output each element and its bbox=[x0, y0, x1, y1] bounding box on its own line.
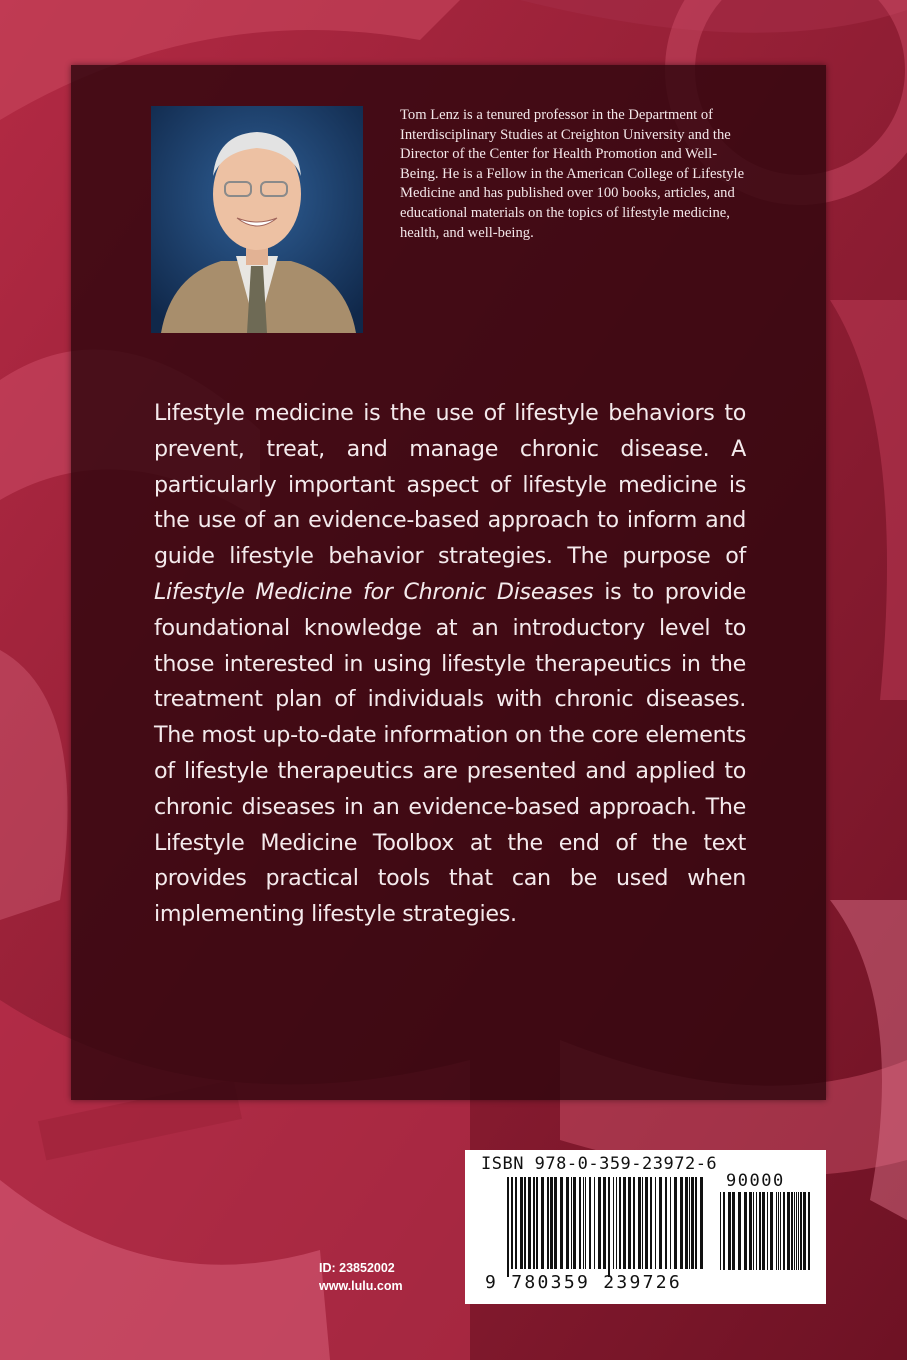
isbn-barcode bbox=[465, 1150, 826, 1304]
book-title: Lifestyle Medicine for Chronic Diseases bbox=[154, 578, 594, 605]
ean-digits: 9 780359 239726 bbox=[485, 1272, 683, 1293]
price-code: 90000 bbox=[726, 1171, 785, 1191]
isbn-label: ISBN 978-0-359-23972-6 bbox=[481, 1154, 718, 1174]
book-description bbox=[154, 396, 746, 933]
description-part-1: Lifestyle medicine is the use of lifestyle behaviors to prevent, treat, and manage chronic disease. A particularly important aspect of lifestyle medicine is the use of an evidence-based approach to inform and guide lifestyle behavior strategies. The purpose of bbox=[154, 400, 746, 570]
author-photo bbox=[151, 106, 363, 333]
barcode-icon bbox=[507, 1177, 707, 1277]
author-portrait-icon bbox=[151, 106, 363, 333]
publisher-website: www.lulu.com bbox=[319, 1279, 403, 1293]
author-bio: Tom Lenz is a tenured professor in the Department of Interdisciplinary Studies at Creighton University and the Director of the Center for Health Promotion and Well-Being. He is a Fellow in the American College of Lifestyle Medicine and has published over 100 books, articles, and educational materials on the topics of lifestyle medicine, health, and well-being. bbox=[400, 107, 745, 241]
description-part-2: is to provide foundational knowledge at an introductory level to those interested in using lifestyle therapeutics in the treatment plan of individuals with chronic diseases. The most up-to-date information on the core elements of lifestyle therapeutics are presented and applied to chronic diseases in an evidence-based approach. The Lifestyle Medicine Toolbox at the end of the text provides practical tools that can be used when implementing lifestyle strategies. bbox=[154, 578, 746, 928]
addon-barcode-icon bbox=[720, 1192, 816, 1272]
publisher-id: ID: 23852002 bbox=[319, 1261, 395, 1275]
